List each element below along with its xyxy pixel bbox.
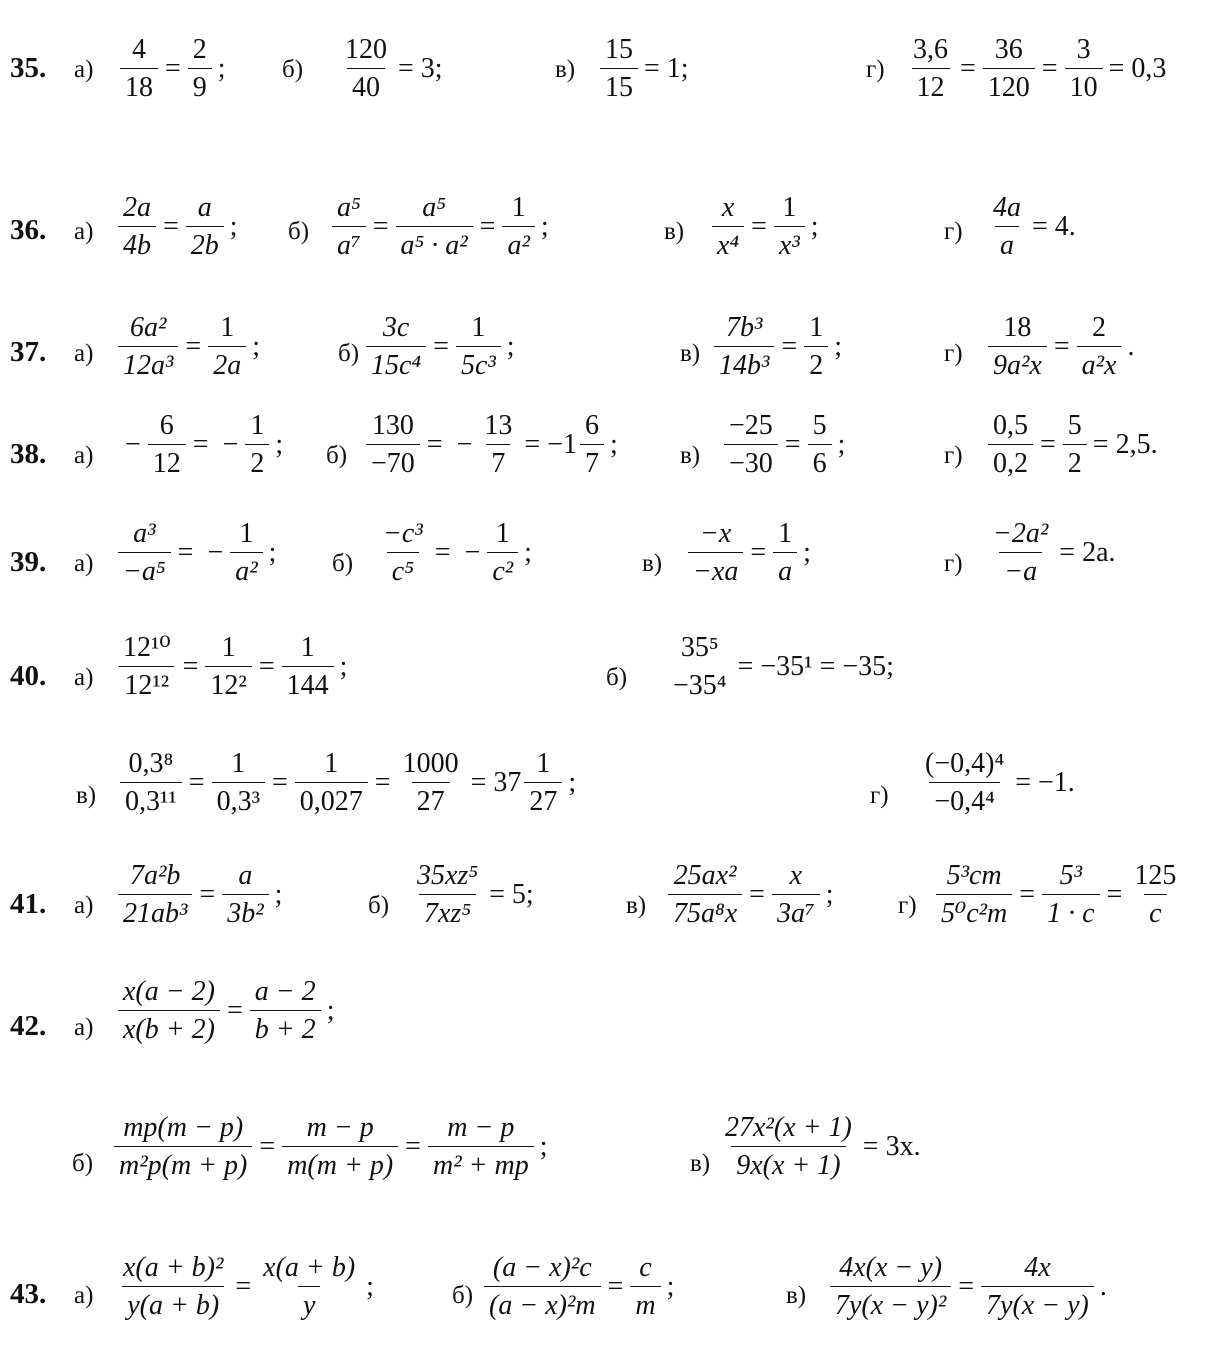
fraction: 35⁵ −35⁴ bbox=[673, 632, 727, 702]
part-label: б) bbox=[326, 442, 348, 469]
equation: $\frac{\text{7b³}}{\text{14b³}}$ = $\frac{1}{2}$ ; bbox=[714, 312, 842, 382]
part-label: г) bbox=[866, 56, 885, 83]
equation: $\frac{3,6}{12}$ = $\frac{36}{120}$ = $\frac{3}{10}$ = 0,3 bbox=[908, 34, 1166, 104]
part-label: в) bbox=[76, 782, 97, 809]
part-label: г) bbox=[944, 442, 963, 469]
equation: $\frac{4}{18}$ = $\frac{2}{9}$ ; bbox=[120, 34, 226, 104]
fraction: $\frac{2}{\text{a²x}}$ bbox=[1077, 312, 1122, 382]
equation: $\frac{mp(m - p)}{\text{m²p(m + p)}}$ = $\frac{m - p}{m(m + p)}$ = $\frac{m - p}{\text{m² + mp}}$ ; bbox=[114, 1112, 547, 1182]
part-label: б) bbox=[368, 892, 390, 919]
part-label: г) bbox=[870, 782, 889, 809]
part-label: а) bbox=[74, 340, 94, 367]
problem-number: 36. bbox=[10, 214, 47, 246]
part-label: а) bbox=[74, 664, 94, 691]
part-label: в) bbox=[555, 56, 576, 83]
equation: $\frac{120}{40}$ = 3; bbox=[340, 34, 443, 104]
fraction: $\frac{1}{\text{c²}}$ bbox=[487, 518, 518, 588]
problem-number: 37. bbox=[10, 336, 47, 368]
fraction: $\frac{0,5}{0,2}$ bbox=[988, 410, 1033, 480]
fraction: $\frac{2a}{4b}$ bbox=[118, 192, 156, 262]
fraction: $\frac{a}{\text{3b²}}$ bbox=[222, 860, 268, 930]
part-label: г) bbox=[944, 218, 963, 245]
fraction: $\frac{4}{18}$ bbox=[120, 34, 158, 104]
equation: $\frac{\text{27x²(x + 1)}}{9x(x + 1)}$ = 3x. bbox=[720, 1112, 921, 1182]
equation: $\frac{\text{−c³}}{\text{c⁵}}$ = − $\frac{1}{\text{c²}}$ ; bbox=[378, 518, 532, 588]
part-label: а) bbox=[74, 218, 94, 245]
fraction: $\frac{130}{-70}$ bbox=[366, 410, 420, 480]
part-label: г) bbox=[944, 550, 963, 577]
equation: $\frac{0,5}{0,2}$ = $\frac{5}{2}$ = 2,5. bbox=[988, 410, 1158, 480]
part-label: а) bbox=[74, 1014, 94, 1041]
part-label: в) bbox=[626, 892, 647, 919]
fraction: $\frac{c}{m}$ bbox=[630, 1252, 660, 1322]
part-label: б) bbox=[338, 340, 360, 367]
fraction: $\frac{1}{\text{5c³}}$ bbox=[456, 312, 501, 382]
fraction: $\frac{13}{7}$ bbox=[484, 410, 513, 480]
fraction: $\frac{m - p}{m(m + p)}$ bbox=[282, 1112, 398, 1182]
fraction: $\frac{4x(x - y)}{\text{7y(x − y)²}}$ bbox=[830, 1252, 951, 1322]
equation: $\frac{4x(x - y)}{\text{7y(x − y)²}}$ = $\frac{4x}{7y(x - y)}$ . bbox=[830, 1252, 1107, 1322]
equation: $\frac{-x}{-xa}$ = $\frac{1}{a}$ ; bbox=[688, 518, 811, 588]
fraction: $\frac{1}{0,027}$ bbox=[295, 748, 368, 818]
equation: $\frac{\text{−2a²}}{-a}$ = 2a. bbox=[988, 518, 1116, 588]
fraction: $\frac{\text{(−0,4)⁴}}{\text{−0,4⁴}}$ bbox=[925, 748, 1005, 818]
equation: 35⁵ −35⁴ = −35¹ = −35; bbox=[668, 632, 894, 702]
equation: $\frac{\text{(a − x)²c}}{\text{(a − x)²m}}$ = $\frac{c}{m}$ ; bbox=[484, 1252, 674, 1322]
fraction: $\frac{x(a + b)}{y}$ bbox=[263, 1252, 356, 1322]
fraction: $\frac{\text{(a − x)²c}}{\text{(a − x)²m}}$ bbox=[484, 1252, 601, 1322]
fraction: $\frac{1}{144}$ bbox=[282, 632, 334, 702]
fraction: $\frac{a}{2b}$ bbox=[186, 192, 224, 262]
fraction: $\frac{5}{2}$ bbox=[1063, 410, 1087, 480]
fraction: $\frac{125}{c}$ bbox=[1134, 860, 1177, 930]
fraction: $\frac{\text{−2a²}}{-a}$ bbox=[993, 518, 1049, 588]
fraction: $\frac{120}{40}$ bbox=[345, 34, 387, 104]
equation: $\frac{2a}{4b}$ = $\frac{a}{2b}$ ; bbox=[118, 192, 238, 262]
fraction: $\frac{\text{25ax²}}{\text{75a⁸x}}$ bbox=[668, 860, 742, 930]
fraction: $\frac{\text{35xz⁵}}{\text{7xz⁵}}$ bbox=[417, 860, 479, 930]
fraction: $\frac{3c}{\text{15c⁴}}$ bbox=[366, 312, 426, 382]
fraction: $\frac{m - p}{\text{m² + mp}}$ bbox=[428, 1112, 534, 1182]
equation: $\frac{\text{(−0,4)⁴}}{\text{−0,4⁴}}$ = −1. bbox=[920, 748, 1075, 818]
equation: − $\frac{6}{12}$ = − $\frac{1}{2}$ ; bbox=[125, 410, 284, 480]
part-label: б) bbox=[452, 1282, 474, 1309]
fraction: $\frac{2}{9}$ bbox=[188, 34, 212, 104]
part-label: в) bbox=[680, 442, 701, 469]
part-label: б) bbox=[282, 56, 304, 83]
equation: $\frac{\text{a³}}{\text{−a⁵}}$ = − $\frac{1}{\text{a²}}$ ; bbox=[118, 518, 276, 588]
fraction: $\frac{4x}{7y(x - y)}$ bbox=[981, 1252, 1094, 1322]
equation: $\frac{x(a - 2)}{x(b + 2)}$ = $\frac{a - 2}{b + 2}$ ; bbox=[118, 976, 334, 1046]
fraction: $\frac{1}{\text{12²}}$ bbox=[205, 632, 251, 702]
fraction: $\frac{\text{−c³}}{\text{c⁵}}$ bbox=[383, 518, 423, 588]
fraction: $\frac{1}{2}$ bbox=[804, 312, 828, 382]
mixed-number: −1 $\frac{6}{7}$ bbox=[547, 410, 604, 480]
problem-number: 38. bbox=[10, 438, 47, 470]
part-label: в) bbox=[664, 218, 685, 245]
problem-number: 43. bbox=[10, 1278, 47, 1310]
fraction: $\frac{1}{\text{x³}}$ bbox=[774, 192, 805, 262]
mixed-number: 37 $\frac{1}{27}$ bbox=[493, 748, 562, 818]
equation: $\frac{\text{a⁵}}{\text{a⁷}}$ = $\frac{\text{a⁵}}{\text{a⁵ · a²}}$ = $\frac{1}{\text{a²}}$ ; bbox=[332, 192, 549, 262]
fraction: $\frac{1}{2a}$ bbox=[208, 312, 246, 382]
fraction: $\frac{\text{a³}}{\text{−a⁵}}$ bbox=[118, 518, 171, 588]
equation: $\frac{\text{12¹⁰}}{\text{12¹²}}$ = $\frac{1}{\text{12²}}$ = $\frac{1}{144}$ ; bbox=[118, 632, 347, 702]
fraction: $\frac{3}{10}$ bbox=[1065, 34, 1103, 104]
problem-number: 42. bbox=[10, 1010, 47, 1042]
fraction: $\frac{\text{6a²}}{\text{12a³}}$ bbox=[118, 312, 178, 382]
part-label: в) bbox=[680, 340, 701, 367]
part-label: а) bbox=[74, 892, 94, 919]
fraction: $\frac{-25}{-30}$ bbox=[724, 410, 778, 480]
equation: $\frac{15}{15}$ = 1; bbox=[600, 34, 689, 104]
fraction: $\frac{18}{\text{9a²x}}$ bbox=[988, 312, 1047, 382]
fraction: $\frac{15}{15}$ bbox=[600, 34, 638, 104]
fraction: $\frac{x}{\text{x⁴}}$ bbox=[712, 192, 744, 262]
fraction: $\frac{5}{6}$ bbox=[808, 410, 832, 480]
part-label: б) bbox=[288, 218, 310, 245]
part-label: б) bbox=[72, 1150, 94, 1177]
fraction: $\frac{1}{a}$ bbox=[773, 518, 797, 588]
problem-number: 40. bbox=[10, 660, 47, 692]
fraction: $\frac{6}{12}$ bbox=[148, 410, 186, 480]
fraction: $\frac{3,6}{12}$ bbox=[913, 34, 948, 104]
fraction: $\frac{\text{5³}}{1 \cdot c}$ bbox=[1042, 860, 1099, 930]
equation: $\frac{130}{-70}$ = − $\frac{13}{7}$ = −1 $\frac{6}{7}$ ; bbox=[366, 410, 618, 480]
equation: $\frac{\text{x(a + b)²}}{y(a + b)}$ = $\frac{x(a + b)}{y}$ ; bbox=[118, 1252, 374, 1322]
part-label: г) bbox=[898, 892, 917, 919]
fraction: $\frac{x}{\text{3a⁷}}$ bbox=[772, 860, 820, 930]
equation: $\frac{x}{\text{x⁴}}$ = $\frac{1}{\text{x³}}$ ; bbox=[712, 192, 819, 262]
fraction: $\frac{\text{7a²b}}{\text{21ab³}}$ bbox=[118, 860, 192, 930]
fraction: $\frac{4a}{a}$ bbox=[993, 192, 1021, 262]
equation: $\frac{\text{25ax²}}{\text{75a⁸x}}$ = $\frac{x}{\text{3a⁷}}$ ; bbox=[668, 860, 833, 930]
part-label: а) bbox=[74, 1282, 94, 1309]
fraction: $\frac{1}{\text{a²}}$ bbox=[230, 518, 262, 588]
fraction: $\frac{-x}{-xa}$ bbox=[688, 518, 743, 588]
fraction: $\frac{1}{2}$ bbox=[245, 410, 269, 480]
equation: $\frac{3c}{\text{15c⁴}}$ = $\frac{1}{\text{5c³}}$ ; bbox=[366, 312, 515, 382]
part-label: а) bbox=[74, 550, 94, 577]
equation: $\frac{\text{0,3⁸}}{\text{0,3¹¹}}$ = $\frac{1}{\text{0,3³}}$ = $\frac{1}{0,027}$ = $\frac{1000}{27}$ = 37 $\frac{1}{27}$ ; bbox=[120, 748, 576, 818]
part-label: б) bbox=[332, 550, 354, 577]
fraction: $\frac{36}{120}$ bbox=[983, 34, 1035, 104]
fraction: $\frac{\text{27x²(x + 1)}}{9x(x + 1)}$ bbox=[725, 1112, 852, 1182]
part-label: г) bbox=[944, 340, 963, 367]
fraction: $\frac{\text{12¹⁰}}{\text{12¹²}}$ bbox=[118, 632, 176, 702]
equation: $\frac{4a}{a}$ = 4. bbox=[988, 192, 1076, 262]
equation: $\frac{\text{35xz⁵}}{\text{7xz⁵}}$ = 5; bbox=[412, 860, 534, 930]
fraction: $\frac{\text{a⁵}}{\text{a⁵ · a²}}$ bbox=[396, 192, 473, 262]
fraction: $\frac{\text{0,3⁸}}{\text{0,3¹¹}}$ bbox=[120, 748, 182, 818]
equation: $\frac{\text{7a²b}}{\text{21ab³}}$ = $\frac{a}{\text{3b²}}$ ; bbox=[118, 860, 282, 930]
fraction: $\frac{1}{\text{0,3³}}$ bbox=[212, 748, 265, 818]
fraction: $\frac{1000}{27}$ bbox=[402, 748, 459, 818]
part-label: в) bbox=[690, 1150, 711, 1177]
fraction: $\frac{mp(m - p)}{\text{m²p(m + p)}}$ bbox=[114, 1112, 252, 1182]
fraction: $\frac{1}{\text{a²}}$ bbox=[502, 192, 534, 262]
part-label: б) bbox=[606, 664, 628, 691]
problem-number: 39. bbox=[10, 546, 47, 578]
fraction: $\frac{a - 2}{b + 2}$ bbox=[250, 976, 321, 1046]
problem-number: 41. bbox=[10, 888, 47, 920]
problem-number: 35. bbox=[10, 52, 47, 84]
part-label: в) bbox=[786, 1282, 807, 1309]
part-label: а) bbox=[74, 56, 94, 83]
equation: $\frac{18}{\text{9a²x}}$ = $\frac{2}{\text{a²x}}$ . bbox=[988, 312, 1134, 382]
fraction: $\frac{\text{7b³}}{\text{14b³}}$ bbox=[714, 312, 774, 382]
fraction: $\frac{x(a - 2)}{x(b + 2)}$ bbox=[118, 976, 220, 1046]
fraction: $\frac{\text{5³cm}}{\text{5⁰c²m}}$ bbox=[936, 860, 1012, 930]
equation: $\frac{\text{6a²}}{\text{12a³}}$ = $\frac{1}{2a}$ ; bbox=[118, 312, 260, 382]
fraction: $\frac{\text{x(a + b)²}}{y(a + b)}$ bbox=[123, 1252, 224, 1322]
equation: $\frac{\text{5³cm}}{\text{5⁰c²m}}$ = $\frac{\text{5³}}{1 \cdot c}$ = $\frac{125}{c}$ bbox=[936, 860, 1187, 930]
part-label: в) bbox=[642, 550, 663, 577]
equation: $\frac{-25}{-30}$ = $\frac{5}{6}$ ; bbox=[724, 410, 845, 480]
fraction: $\frac{\text{a⁵}}{\text{a⁷}}$ bbox=[332, 192, 366, 262]
part-label: а) bbox=[74, 442, 94, 469]
